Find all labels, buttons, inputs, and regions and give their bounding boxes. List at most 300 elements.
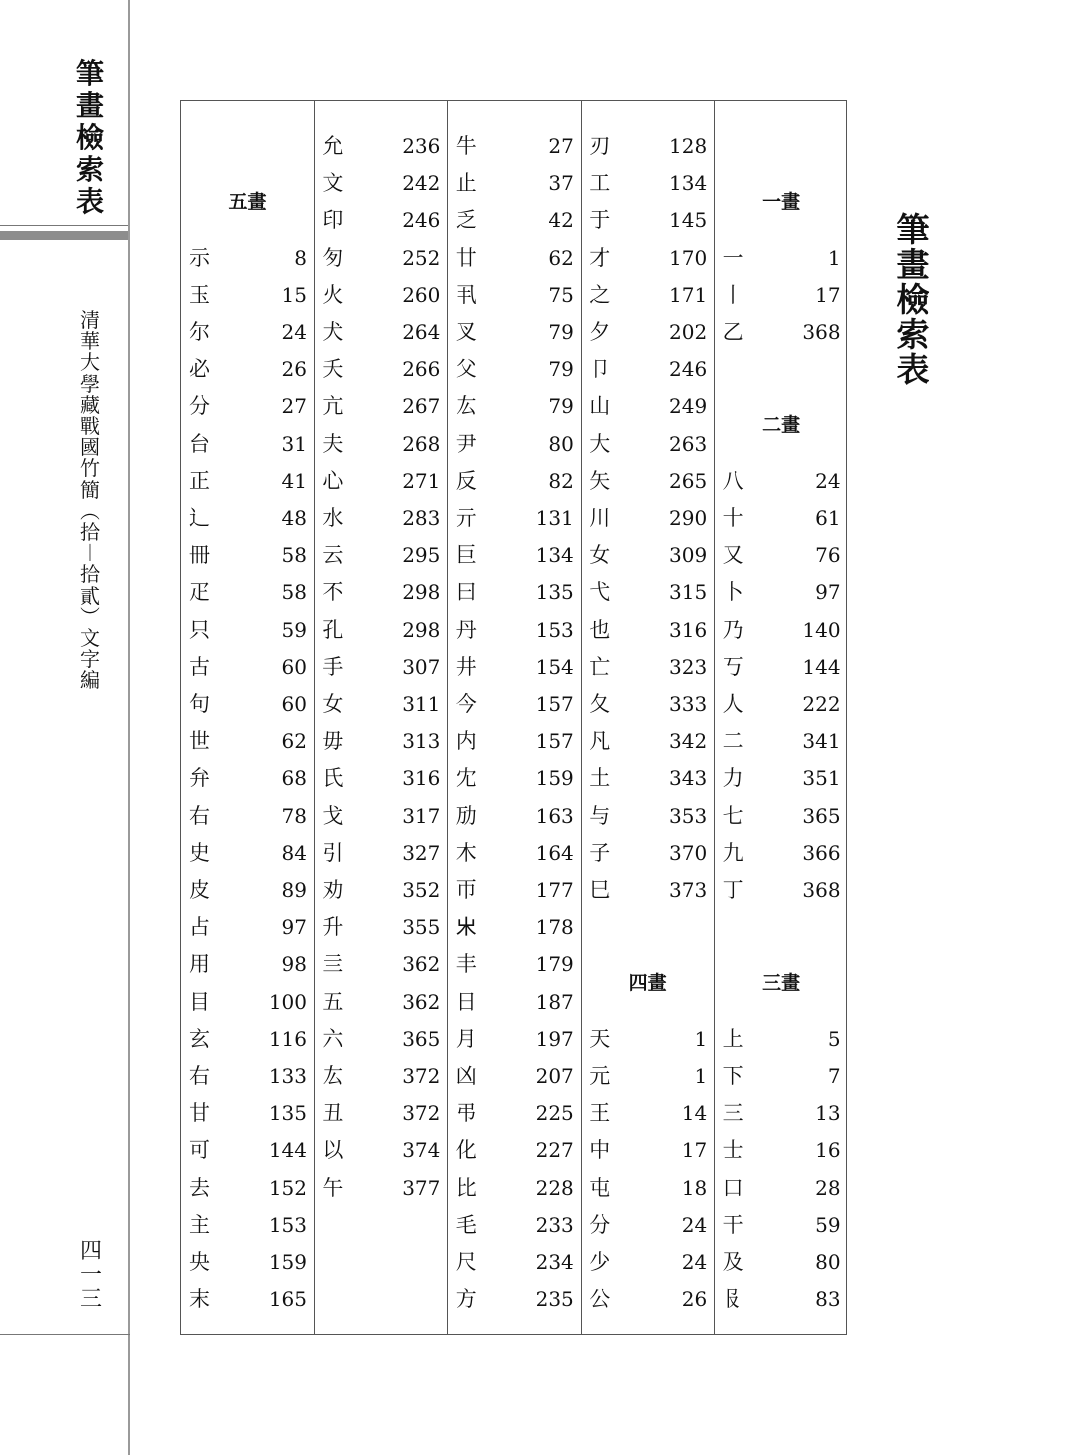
entry-page-number: 62 [548, 245, 574, 270]
entry-page-number: 228 [535, 1175, 574, 1200]
index-entry [715, 1058, 848, 1095]
index-entry [181, 649, 314, 686]
entry-page-number: 283 [402, 506, 441, 530]
index-entry [314, 946, 447, 983]
entry-page-number: 246 [669, 357, 708, 382]
entry-character: 丑 [322, 1101, 344, 1126]
index-entry [581, 426, 714, 463]
index-entry [581, 537, 714, 574]
entry-character: 十 [722, 506, 744, 530]
entry-page-number: 14 [681, 1101, 708, 1126]
entry-page-number: 8 [294, 245, 307, 270]
index-entry [715, 500, 848, 537]
entry-character: 尺 [455, 1250, 477, 1274]
index-entry [314, 686, 447, 723]
entry-character: 之 [589, 282, 611, 307]
index-entry [581, 835, 714, 872]
index-entry [181, 500, 314, 537]
index-entry [581, 723, 714, 760]
entry-character: 月 [455, 1026, 477, 1051]
index-entry [314, 909, 447, 946]
entry-page-number: 351 [802, 766, 841, 791]
book-title-char: 戰 [80, 414, 100, 439]
index-entry [715, 1244, 848, 1281]
entry-page-number: 370 [669, 840, 708, 865]
entry-page-number: 24 [681, 1212, 708, 1237]
index-column [581, 101, 715, 1334]
entry-page-number: 27 [281, 394, 307, 419]
entry-character: 史 [189, 840, 210, 865]
entry-character: 冘 [455, 766, 477, 791]
entry-character: 七 [722, 803, 744, 828]
index-entry [581, 798, 714, 835]
entry-page-number: 48 [281, 506, 307, 530]
index-entry [448, 128, 581, 165]
entry-character: 也 [589, 617, 611, 642]
running-title [68, 58, 112, 218]
entry-character: 比 [455, 1175, 477, 1200]
entry-character: 分 [589, 1212, 611, 1237]
entry-character: 亓 [455, 506, 477, 530]
running-title-char: 檢 [75, 121, 104, 154]
index-entry [181, 760, 314, 797]
index-entry [181, 1244, 314, 1281]
index-entry [581, 388, 714, 425]
entry-character: 台 [189, 431, 210, 456]
stroke-count-heading: 一畫 [762, 190, 801, 213]
entry-page-number: 236 [402, 134, 441, 158]
entry-character: 不 [322, 580, 344, 605]
index-entry [181, 835, 314, 872]
entry-page-number: 131 [535, 506, 574, 530]
book-title-char: ︵ [80, 498, 100, 523]
entry-page-number: 59 [281, 617, 307, 642]
index-entry [181, 984, 314, 1021]
entry-page-number: 265 [669, 468, 708, 493]
entry-character: 用 [189, 952, 210, 977]
entry-character: 帀 [455, 878, 477, 902]
entry-page-number: 368 [802, 320, 841, 344]
index-entry [181, 1132, 314, 1169]
entry-page-number: 17 [681, 1138, 708, 1163]
entry-character: 主 [189, 1212, 210, 1237]
index-entry [448, 872, 581, 909]
entry-page-number: 165 [268, 1287, 307, 1312]
entry-page-number: 97 [281, 915, 307, 940]
index-entry [448, 1095, 581, 1132]
entry-page-number: 82 [548, 468, 574, 493]
entry-character: 夕 [589, 320, 611, 344]
entry-character: 辶 [189, 506, 210, 530]
entry-page-number: 1 [827, 245, 841, 270]
entry-character: 犬 [322, 320, 344, 344]
entry-page-number: 298 [402, 580, 441, 605]
entry-character: 亡 [589, 654, 611, 679]
entry-character: 云 [322, 543, 344, 568]
section-title-char: 畫 [896, 245, 930, 284]
entry-character: 刃 [589, 134, 611, 158]
index-entry [181, 1281, 314, 1318]
entry-page-number: 41 [281, 468, 307, 493]
entry-page-number: 207 [535, 1064, 574, 1088]
index-entry [448, 984, 581, 1021]
index-entry [448, 649, 581, 686]
margin-bottom-rule [0, 1334, 130, 1335]
index-entry [181, 314, 314, 351]
entry-character: 井 [455, 654, 477, 679]
entry-page-number: 135 [535, 580, 574, 605]
entry-character: 屯 [589, 1175, 611, 1200]
entry-character: 卩 [589, 357, 611, 382]
running-title-char: 筆 [75, 57, 104, 90]
entry-page-number: 260 [402, 282, 441, 307]
entry-page-number: 264 [402, 320, 441, 344]
entry-page-number: 37 [548, 171, 574, 196]
entry-page-number: 177 [535, 878, 574, 902]
entry-character: 玉 [189, 282, 210, 307]
entry-page-number: 268 [402, 431, 441, 456]
entry-page-number: 298 [402, 617, 441, 642]
entry-character: 天 [589, 1026, 611, 1051]
entry-page-number: 372 [402, 1101, 441, 1126]
entry-page-number: 100 [268, 989, 307, 1014]
index-entry [581, 1058, 714, 1095]
entry-page-number: 233 [535, 1212, 574, 1237]
entry-character: 厷 [455, 394, 477, 419]
book-title-char: 清 [80, 308, 100, 332]
book-title [72, 310, 108, 692]
stroke-count-heading: 二畫 [762, 414, 801, 436]
index-entry [581, 1170, 714, 1207]
index-entry [581, 463, 714, 500]
entry-page-number: 128 [669, 134, 708, 158]
entry-page-number: 368 [802, 878, 841, 902]
entry-character: 干 [722, 1212, 744, 1237]
index-entry [314, 723, 447, 760]
index-entry [715, 1170, 848, 1207]
entry-character: 才 [589, 245, 611, 270]
entry-page-number: 17 [815, 282, 841, 307]
entry-character: 卜 [722, 580, 744, 605]
entry-page-number: 83 [815, 1287, 841, 1312]
page-number [74, 1240, 108, 1312]
entry-page-number: 59 [815, 1212, 841, 1237]
index-entry [715, 760, 848, 797]
index-entry [715, 1281, 848, 1318]
entry-page-number: 24 [281, 320, 307, 344]
index-column [448, 101, 582, 1334]
entry-character: 丰 [455, 952, 477, 977]
book-title-char: 貳 [80, 583, 100, 608]
entry-character: 工 [589, 171, 611, 196]
index-entry [715, 1132, 848, 1169]
book-title-char: 字 [80, 647, 100, 672]
entry-page-number: 343 [669, 766, 708, 791]
index-entry [581, 574, 714, 611]
entry-character: 可 [189, 1138, 210, 1163]
entry-character: 口 [722, 1175, 744, 1200]
entry-page-number: 153 [268, 1212, 307, 1237]
index-entry [448, 723, 581, 760]
entry-page-number: 79 [548, 320, 574, 344]
entry-page-number: 316 [402, 766, 441, 791]
entry-page-number: 135 [268, 1101, 307, 1126]
entry-page-number: 152 [268, 1175, 307, 1200]
entry-page-number: 42 [548, 208, 574, 233]
running-title-char: 畫 [75, 89, 104, 122]
entry-character: 下 [722, 1064, 744, 1088]
entry-page-number: 116 [268, 1026, 307, 1051]
entry-page-number: 373 [669, 878, 708, 902]
entry-page-number: 24 [815, 468, 841, 493]
stroke-count-heading: 三畫 [762, 972, 801, 994]
book-title-char: 編 [80, 668, 100, 693]
index-entry [181, 723, 314, 760]
index-entry [715, 240, 848, 277]
index-entry [448, 946, 581, 983]
index-entry [314, 612, 447, 649]
entry-page-number: 133 [268, 1064, 307, 1088]
entry-character: 于 [589, 208, 611, 233]
index-entry [314, 649, 447, 686]
entry-character: 止 [455, 171, 477, 196]
index-entry [581, 277, 714, 314]
index-entry [715, 537, 848, 574]
index-entry [448, 1244, 581, 1281]
entry-character: 弁 [189, 766, 210, 791]
entry-character: 及 [722, 1250, 744, 1274]
entry-character: 川 [589, 506, 611, 530]
entry-character: 三 [722, 1101, 744, 1126]
entry-character: 分 [189, 394, 210, 419]
entry-character: 戈 [322, 803, 344, 828]
index-entry [181, 1170, 314, 1207]
entry-page-number: 242 [402, 171, 441, 196]
entry-page-number: 352 [402, 878, 441, 902]
entry-page-number: 28 [815, 1175, 841, 1200]
index-entry [314, 314, 447, 351]
book-title-char: 竹 [80, 456, 100, 481]
index-entry [448, 165, 581, 202]
entry-character: 九 [722, 840, 744, 865]
entry-page-number: 333 [669, 692, 708, 716]
entry-character: 右 [189, 803, 210, 828]
index-entry [448, 1021, 581, 1058]
entry-character: 八 [722, 468, 744, 493]
entry-character: 父 [455, 357, 477, 382]
entry-page-number: 80 [548, 431, 574, 456]
entry-page-number: 362 [402, 989, 441, 1014]
entry-page-number: 80 [815, 1250, 841, 1274]
entry-character: 心 [322, 468, 344, 493]
entry-character: 反 [455, 468, 477, 493]
index-entry [314, 277, 447, 314]
index-entry [181, 388, 314, 425]
entry-page-number: 353 [669, 803, 708, 828]
entry-character: 升 [322, 915, 344, 940]
entry-character: 𣎵 [455, 915, 477, 940]
entry-character: 凶 [455, 1064, 477, 1088]
entry-page-number: 7 [827, 1064, 841, 1088]
entry-character: 央 [189, 1250, 210, 1274]
entry-character: 今 [455, 692, 477, 716]
entry-character: 二 [722, 729, 744, 754]
index-entry [181, 574, 314, 611]
entry-page-number: 315 [669, 580, 708, 605]
book-title-char: ︶ [80, 604, 100, 629]
entry-character: 日 [455, 989, 477, 1014]
entry-character: 巳 [589, 878, 611, 902]
book-title-char: 藏 [80, 392, 100, 417]
margin-divider-thick [0, 231, 128, 240]
entry-page-number: 84 [281, 840, 307, 865]
running-title-char: 表 [75, 185, 104, 218]
entry-character: 中 [589, 1138, 611, 1163]
index-entry [181, 909, 314, 946]
entry-character: 火 [322, 282, 344, 307]
entry-page-number: 374 [402, 1138, 441, 1163]
entry-page-number: 58 [281, 543, 307, 568]
index-entry [581, 314, 714, 351]
entry-character: 𠬝 [722, 1287, 744, 1312]
entry-character: 去 [189, 1175, 210, 1200]
entry-page-number: 263 [669, 431, 708, 456]
index-entry [181, 426, 314, 463]
entry-character: 丨 [722, 282, 744, 307]
margin-rule [128, 0, 130, 1455]
entry-character: 以 [322, 1138, 344, 1163]
entry-character: 土 [589, 766, 611, 791]
index-entry [314, 202, 447, 239]
entry-page-number: 365 [402, 1026, 441, 1051]
entry-character: 右 [189, 1064, 210, 1088]
page-number-char: 一 [79, 1263, 102, 1288]
index-entry [181, 537, 314, 574]
entry-character: 必 [189, 357, 210, 382]
index-entry [448, 537, 581, 574]
index-entry [314, 537, 447, 574]
entry-character: 一 [722, 245, 744, 270]
index-entry [314, 984, 447, 1021]
entry-character: 尔 [189, 320, 210, 344]
book-title-char: 國 [80, 435, 100, 460]
entry-character: 世 [189, 729, 210, 754]
entry-page-number: 27 [548, 134, 574, 158]
entry-character: 古 [189, 654, 210, 679]
index-entry [581, 649, 714, 686]
entry-character: 六 [322, 1026, 344, 1051]
index-entry [314, 128, 447, 165]
index-entry [448, 1132, 581, 1169]
index-entry [581, 1021, 714, 1058]
index-entry [715, 686, 848, 723]
index-entry [448, 202, 581, 239]
entry-page-number: 89 [281, 878, 307, 902]
index-entry [448, 909, 581, 946]
section-title-char: 筆 [896, 210, 930, 249]
index-entry [715, 1021, 848, 1058]
entry-character: 丹 [455, 617, 477, 642]
index-entry [181, 798, 314, 835]
entry-page-number: 225 [535, 1101, 574, 1126]
entry-page-number: 307 [402, 654, 441, 679]
section-title-char: 索 [896, 315, 930, 354]
entry-character: 甘 [189, 1101, 210, 1126]
index-entry [715, 574, 848, 611]
index-entry [314, 165, 447, 202]
entry-page-number: 61 [815, 506, 841, 530]
entry-page-number: 16 [815, 1138, 841, 1163]
entry-character: 冊 [189, 543, 210, 568]
book-title-char: 大 [80, 350, 100, 375]
entry-character: 廿 [455, 245, 477, 270]
entry-character: 大 [589, 431, 611, 456]
section-title-char: 表 [896, 350, 930, 389]
entry-character: 上 [722, 1026, 744, 1051]
entry-page-number: 309 [669, 543, 708, 568]
entry-character: 示 [189, 245, 210, 270]
entry-character: 正 [189, 468, 210, 493]
entry-character: 文 [322, 171, 344, 196]
entry-character: 只 [189, 617, 210, 642]
entry-page-number: 26 [281, 357, 307, 382]
entry-page-number: 171 [669, 282, 708, 307]
entry-page-number: 317 [402, 803, 441, 828]
entry-page-number: 372 [402, 1064, 441, 1088]
entry-character: 内 [455, 729, 477, 754]
index-entry [581, 351, 714, 388]
entry-page-number: 377 [402, 1175, 441, 1200]
index-entry [448, 1170, 581, 1207]
entry-page-number: 202 [669, 320, 708, 344]
entry-character: 女 [589, 543, 611, 568]
entry-character: 山 [589, 394, 611, 419]
index-entry [314, 872, 447, 909]
index-entry [715, 835, 848, 872]
index-entry [448, 463, 581, 500]
index-entry [314, 574, 447, 611]
entry-character: 丁 [722, 878, 744, 902]
index-entry [181, 872, 314, 909]
entry-page-number: 1 [694, 1064, 708, 1088]
index-entry [715, 1207, 848, 1244]
entry-character: 毋 [322, 729, 344, 754]
entry-page-number: 58 [281, 580, 307, 605]
index-entry [448, 1058, 581, 1095]
entry-page-number: 159 [535, 766, 574, 791]
entry-character: 亖 [322, 952, 344, 977]
entry-page-number: 311 [402, 692, 441, 716]
entry-character: 乏 [455, 208, 477, 233]
index-entry [581, 1095, 714, 1132]
entry-character: 力 [722, 766, 744, 791]
index-entry [181, 1021, 314, 1058]
section-title [888, 212, 938, 387]
entry-page-number: 187 [535, 989, 574, 1014]
index-entry [448, 760, 581, 797]
entry-page-number: 134 [669, 171, 708, 196]
entry-character: 目 [189, 989, 210, 1014]
entry-character: 手 [322, 654, 344, 679]
entry-page-number: 222 [802, 692, 841, 716]
entry-character: 少 [589, 1250, 611, 1274]
entry-page-number: 24 [681, 1250, 708, 1274]
entry-page-number: 362 [402, 952, 441, 977]
entry-page-number: 15 [281, 282, 307, 307]
entry-character: 尹 [455, 431, 477, 456]
page-number-char: 三 [79, 1287, 102, 1312]
entry-character: 末 [189, 1287, 210, 1312]
